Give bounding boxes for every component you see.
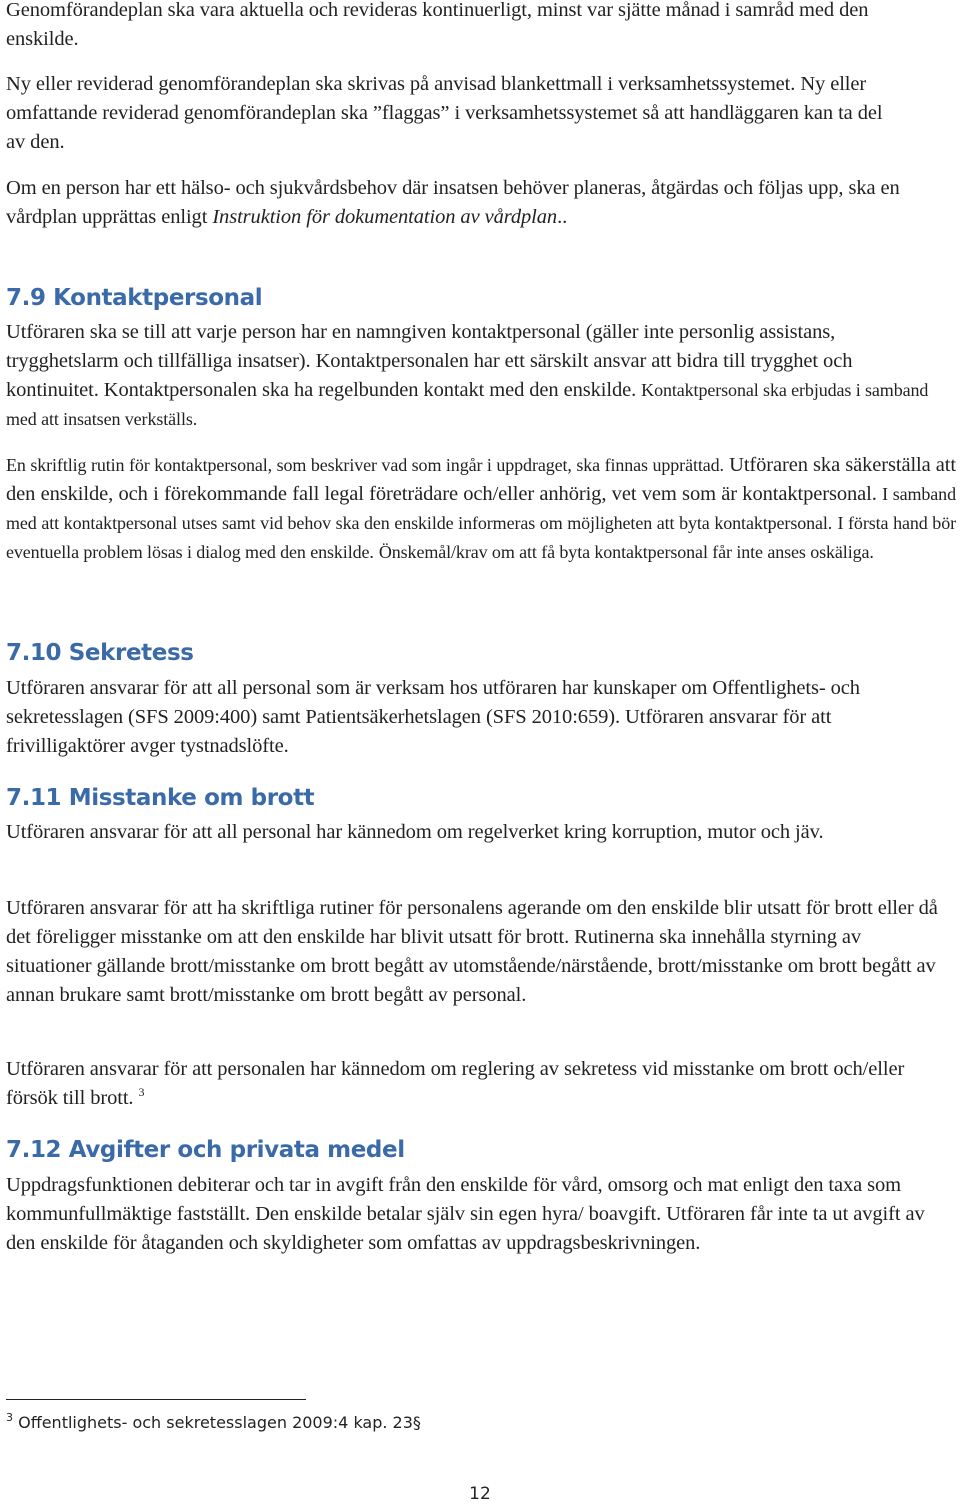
section-7-9-p1-d: Kontaktpersonal ska erbjudas i samband med att insatsen verkställs. [6, 380, 929, 429]
intro-paragraph-1: Genomförandeplan ska vara aktuella och revideras kontinuerligt, minst var sjätte månad i samråd med den enskilde. [6, 0, 869, 50]
footnote [6, 1411, 421, 1435]
footnote-text: Offentlighets- och sekretesslagen 2009:4 kap. 23§ [18, 1413, 421, 1432]
heading-7-9: 7.9 Kontaktpersonal [6, 285, 263, 311]
section-7-9-p1-b: Kontaktpersonalen har ett särskilt ansvar att bidra till trygghet och kontinuitet. [6, 350, 853, 401]
section-7-11-p3-text: Utföraren ansvarar för att personalen har kännedom om reglering av sekretess vid misstanke om brott och/eller försök till brott. [6, 1058, 905, 1109]
section-7-9-paragraph-1 [6, 318, 946, 434]
intro-paragraph-3-start: Om en person har ett hälso- och sjukvårdsbehov där insatsen behöver planeras, åtgärdas och följas upp, ska en vårdplan upprättas enligt [6, 177, 900, 228]
heading-7-10: 7.10 Sekretess [6, 640, 194, 666]
section-7-11-paragraph-1: Utföraren ansvarar för att all personal har kännedom om regelverket kring korruption, mutor och jäv. [6, 821, 824, 843]
section-7-11-paragraph-2: Utföraren ansvarar för att ha skriftliga rutiner för personalens agerande om den enskilde blir utsatt för brott eller då det föreligger misstanke om att den enskilde har blivit utsatt för brott. Rutinerna ska innehålla styrning av situationer gällande brott/misstanke om brott begått av utomstående/närstående, brott/misstanke om brott begått av annan brukare samt brott/misstanke om brott begått av personal. [6, 897, 938, 1006]
section-7-11-paragraph-3 [6, 1055, 946, 1113]
section-7-10-paragraph-1: Utföraren ansvarar för att all personal som är verksam hos utföraren har kunskaper om Offentlighets- och sekretesslagen (SFS 2009:400) samt Patientsäkerhetslagen (SFS 2010:659). Utföraren ansvarar för att frivilligaktörer avger tystnadslöfte. [6, 677, 860, 757]
section-7-12-paragraph-1: Uppdragsfunktionen debiterar och tar in avgift från den enskilde för vård, omsorg och mat enligt den taxa som kommunfullmäktige fastställt. Den enskilde betalar själv sin egen hyra/ boavgift. Utföraren får inte ta ut avgift av den enskilde för åtaganden och skyldigheter som omfattas av uppdragsbeskrivningen. [6, 1174, 925, 1254]
section-7-9-p2-a: En skriftlig rutin för kontaktpersonal, som beskriver vad som ingår i uppdraget, ska finnas upprättad. [6, 455, 724, 475]
intro-paragraph-3-end: .. [557, 206, 568, 228]
footnote-number: 3 [6, 1411, 13, 1424]
section-7-9-p2-b: Utföraren ska säkerställa att den enskilde, och i förekommande fall legal företrädare och/eller anhörig, vet vem som är kontaktpersonal. [6, 454, 956, 505]
footnote-divider [6, 1399, 306, 1400]
section-7-9-p1-a: Utföraren ska se till att varje person har en namngiven kontaktpersonal (gäller inte personlig assistans, trygghetslarm och tillfälliga insatser). [6, 321, 836, 372]
section-7-9-paragraph-2 [6, 451, 956, 567]
section-7-9-p2-e: Önskemål/krav om att få byta kontaktpersonal får inte anses oskäliga. [378, 542, 874, 562]
footnote-reference[interactable]: 3 [138, 1085, 145, 1099]
section-7-9-p2-c: I samband med att kontaktpersonal utses samt vid behov ska den enskilde informeras om möjligheten att byta kontaktpersonal. [6, 484, 956, 533]
intro-paragraph-2 [6, 70, 906, 157]
section-7-9-p2-d: I första hand bör eventuella problem lösas i dialog med den enskilde. [6, 513, 957, 562]
intro-paragraph-2-a: Ny eller reviderad genomförandeplan ska skrivas på anvisad blankettmall i verksamhetssystemet. [6, 73, 796, 95]
page-number: 12 [469, 1484, 491, 1504]
intro-paragraph-3-italic: Instruktion för dokumentation av vårdplan [212, 206, 558, 228]
section-7-9-p1-c: Kontaktpersonalen ska ha regelbunden kontakt med den enskilde. [103, 379, 637, 401]
heading-7-12: 7.12 Avgifter och privata medel [6, 1137, 405, 1163]
intro-paragraph-3 [6, 174, 946, 232]
heading-7-11: 7.11 Misstanke om brott [6, 785, 315, 811]
intro-paragraph-2-b: Ny eller omfattande reviderad genomförandeplan ska ”flaggas” i verksamhetssystemet så att handläggaren kan ta del av den. [6, 73, 883, 153]
